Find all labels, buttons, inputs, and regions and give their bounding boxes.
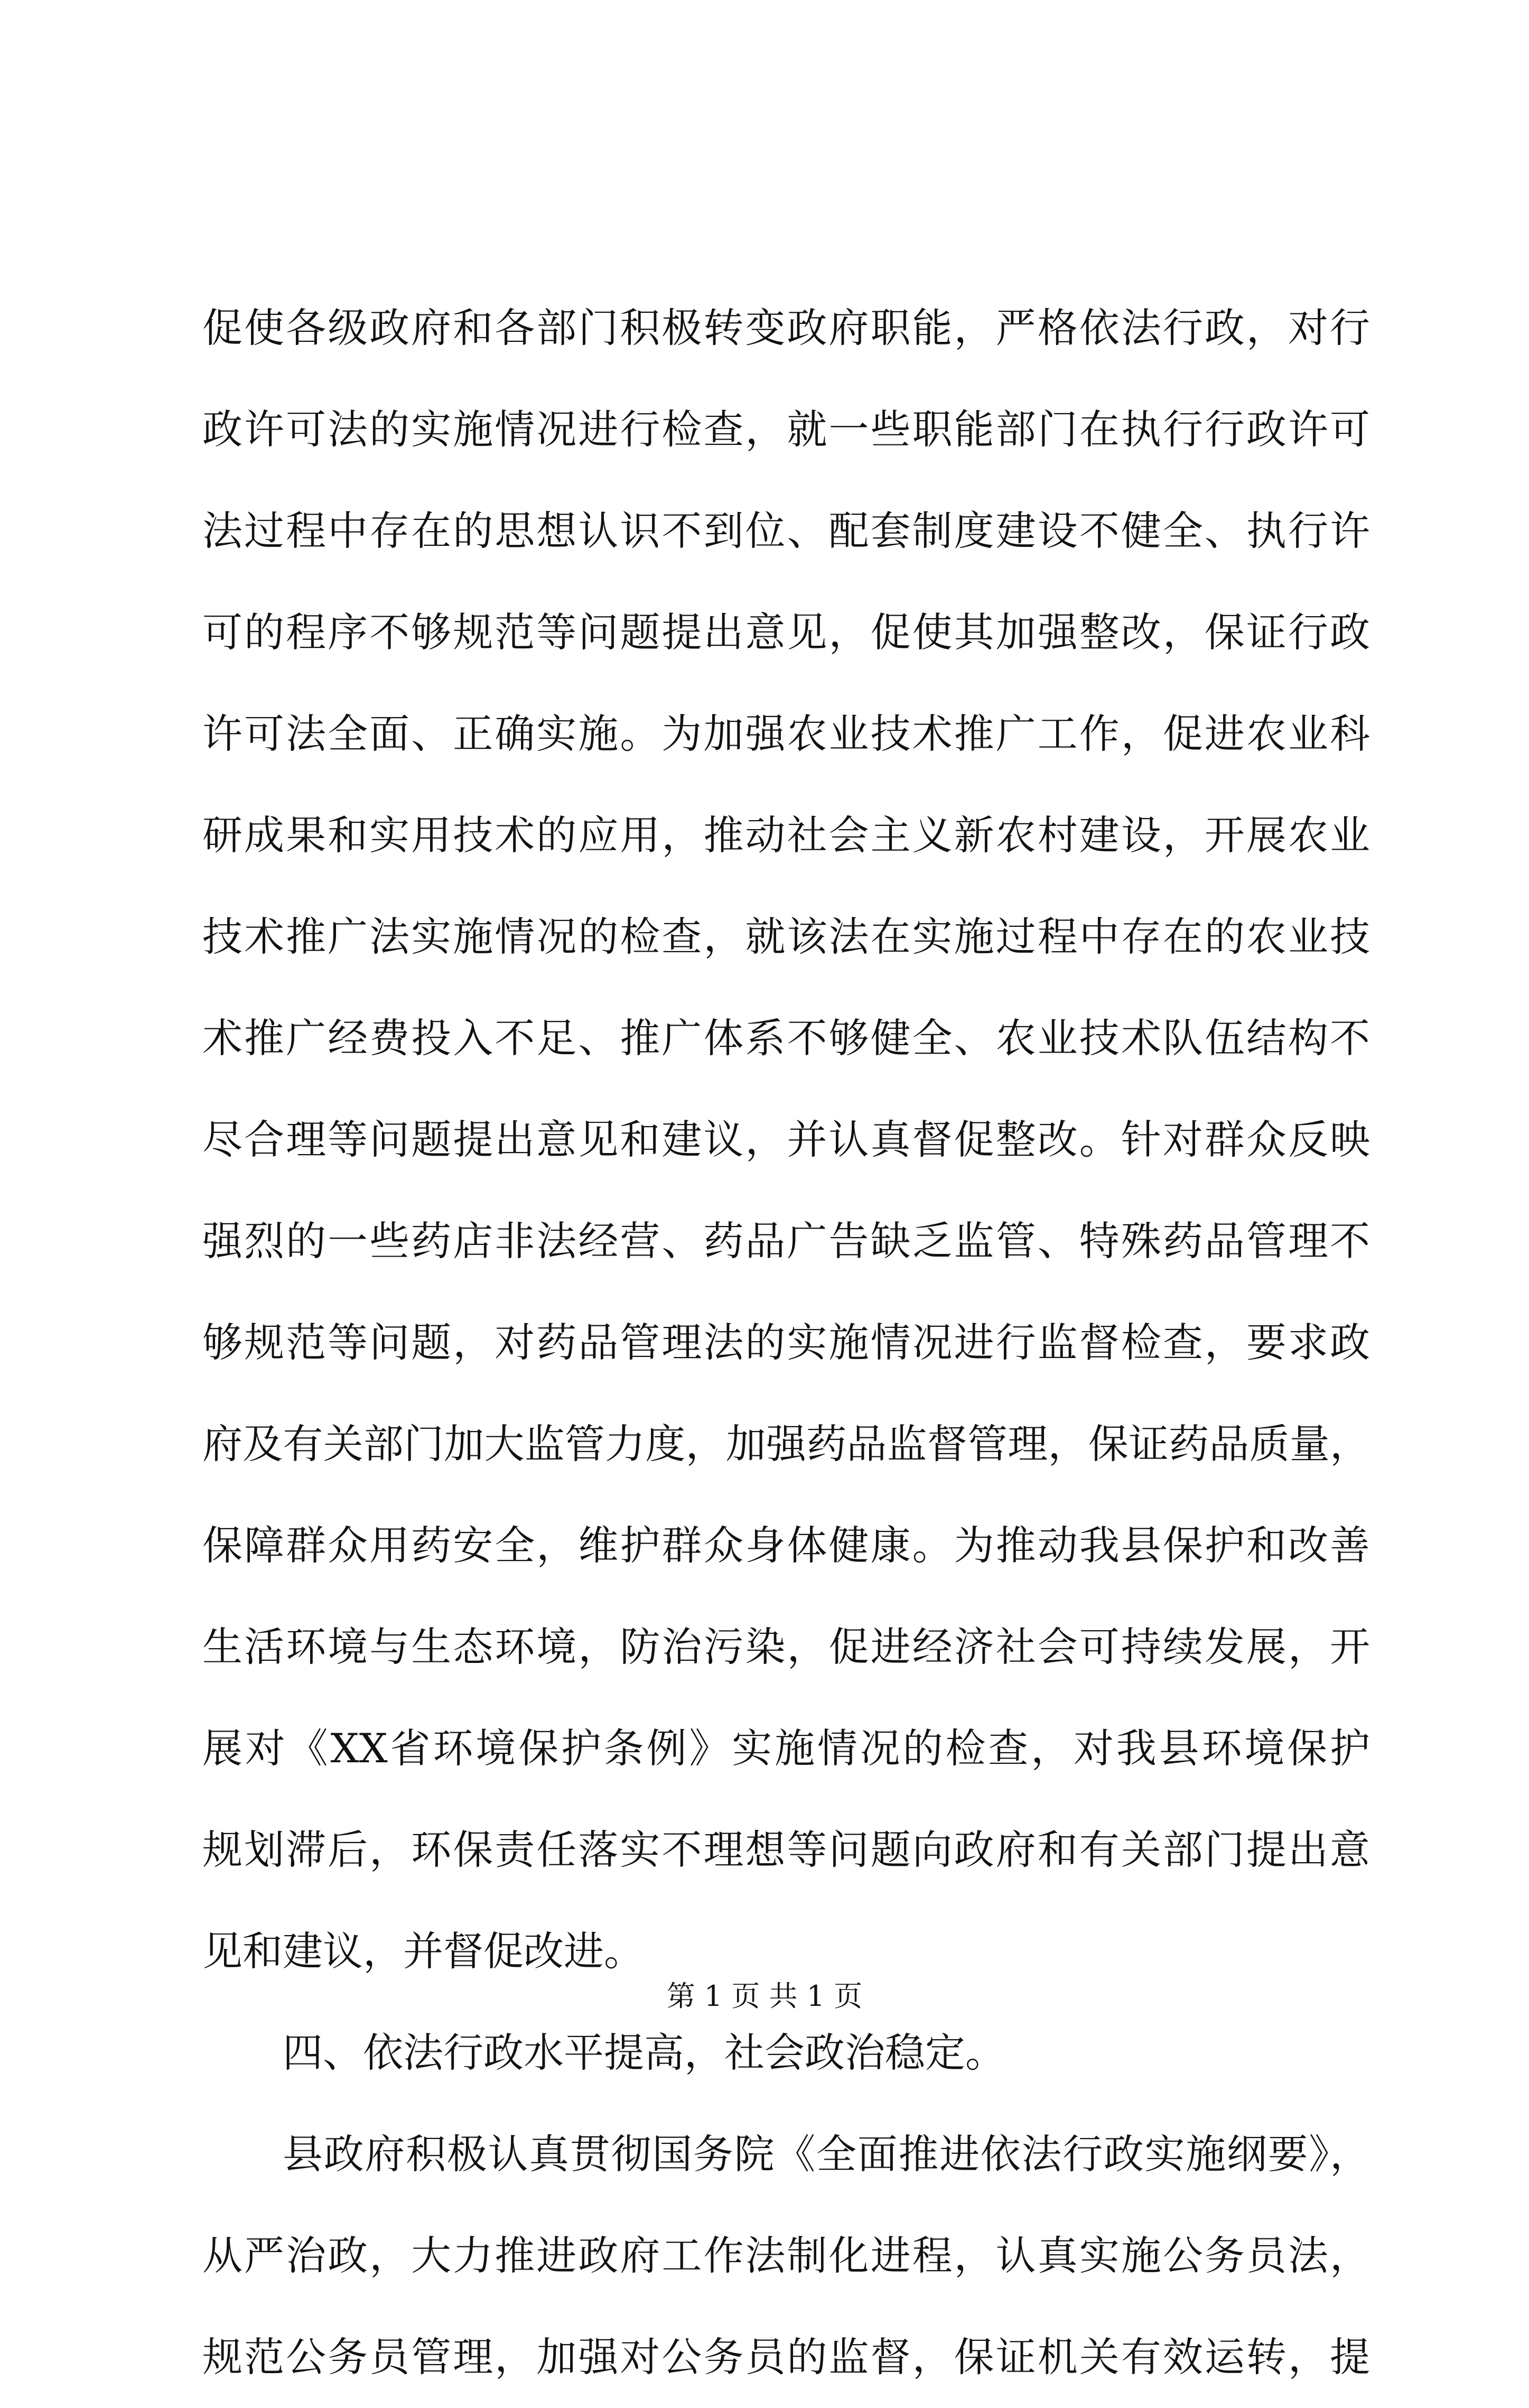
text-line: 强烈的一些药店非法经营、药品广告缺乏监管、特殊药品管理不	[202, 1217, 1370, 1265]
text-line: 展对《XX省环境保护条例》实施情况的检查，对我县环境保护	[202, 1725, 1370, 1772]
text-line: 尽合理等问题提出意见和建议，并认真督促整改。针对群众反映	[202, 1116, 1370, 1163]
text-line: 许可法全面、正确实施。为加强农业技术推广工作，促进农业科	[202, 710, 1370, 757]
text-line: 府及有关部门加大监管力度，加强药品监督管理，保证药品质量，	[202, 1420, 1370, 1467]
text-line: 见和建议，并督促改进。	[202, 1928, 644, 1975]
document-body	[202, 277, 1370, 2408]
text-line: 生活环境与生态环境，防治污染，促进经济社会可持续发展，开	[202, 1623, 1370, 1670]
page-footer	[0, 1975, 1529, 2017]
text-line: 术推广经费投入不足、推广体系不够健全、农业技术队伍结构不	[202, 1015, 1370, 1062]
text-line: 促使各级政府和各部门积极转变政府职能，严格依法行政，对行	[202, 304, 1370, 351]
text-line: 可的程序不够规范等问题提出意见，促使其加强整改，保证行政	[202, 609, 1370, 656]
text-line: 研成果和实用技术的应用，推动社会主义新农村建设，开展农业	[202, 812, 1370, 859]
text-line: 县政府积极认真贯彻国务院《全面推进依法行政实施纲要》，	[283, 2131, 1370, 2178]
text-line: 够规范等问题，对药品管理法的实施情况进行监督检查，要求政	[202, 1319, 1370, 1366]
text-line: 政许可法的实施情况进行检查，就一些职能部门在执行行政许可	[202, 406, 1370, 453]
section-heading: 四、依法行政水平提高，社会政治稳定。	[283, 2029, 1005, 2076]
text-line: 从严治政，大力推进政府工作法制化进程，认真实施公务员法，	[202, 2232, 1370, 2279]
text-line: 规划滞后，环保责任落实不理想等问题向政府和有关部门提出意	[202, 1826, 1370, 1873]
text-line: 保障群众用药安全，维护群众身体健康。为推动我县保护和改善	[202, 1522, 1370, 1569]
text-line: 法过程中存在的思想认识不到位、配套制度建设不健全、执行许	[202, 507, 1370, 554]
page-number-label: 第 1 页 共 1 页	[666, 1979, 863, 2013]
text-line: 技术推广法实施情况的检查，就该法在实施过程中存在的农业技	[202, 913, 1370, 960]
text-line: 规范公务员管理，加强对公务员的监督，保证机关有效运转，提	[202, 2333, 1370, 2381]
